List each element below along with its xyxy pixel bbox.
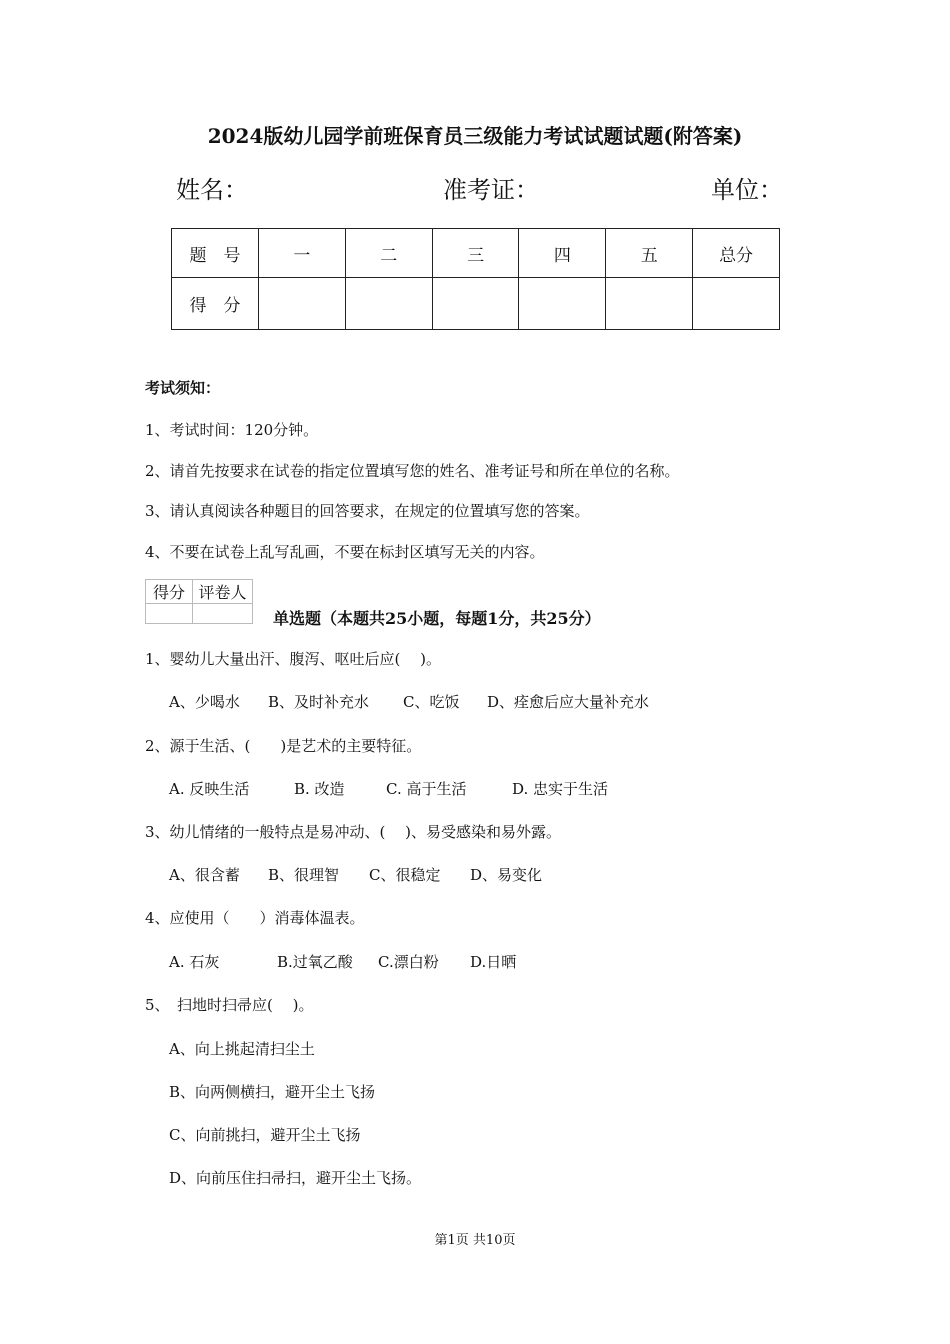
- question-option: C、向前挑扫，避开尘土飞扬: [169, 1126, 361, 1144]
- score-table: [171, 228, 780, 330]
- page-footer: 第1页 共10页: [434, 1233, 516, 1248]
- score-input-cell[interactable]: [693, 278, 780, 330]
- question-option: D. 忠实于生活: [512, 780, 609, 798]
- question-option: B.过氧乙酸: [277, 953, 353, 971]
- question-option: A. 石灰: [169, 953, 220, 971]
- score-input-cell[interactable]: [519, 278, 606, 330]
- question-option: D、痊愈后应大量补充水: [487, 693, 650, 711]
- score-input-cell[interactable]: [432, 278, 519, 330]
- name-field-label: 姓名：: [176, 176, 248, 204]
- question-stem: 3、幼儿情绪的一般特点是易冲动、( )、易受感染和易外露。: [145, 823, 562, 841]
- notice-item: 1、考试时间：120分钟。: [145, 421, 319, 439]
- question-option: B. 改造: [294, 780, 345, 798]
- unit-field-label: 单位：: [711, 176, 783, 204]
- question-stem: 4、应使用（ ）消毒体温表。: [145, 909, 365, 927]
- question-stem: 5、 扫地时扫帚应( )。: [145, 996, 314, 1014]
- question-option: C、很稳定: [369, 866, 441, 884]
- question-stem: 2、源于生活、( )是艺术的主要特征。: [145, 737, 422, 755]
- score-table-score-row: [172, 278, 780, 330]
- exam-number-field-label: 准考证：: [443, 176, 539, 204]
- notice-item: 2、请首先按要求在试卷的指定位置填写您的姓名、准考证号和所在单位的名称。: [145, 462, 680, 480]
- score-header-cell: 题 号: [172, 229, 259, 278]
- score-header-cell: 三: [432, 229, 519, 278]
- grader-box: [145, 579, 253, 624]
- question-option: A、向上挑起清扫尘土: [169, 1040, 315, 1058]
- question-option: B、很理智: [268, 866, 340, 884]
- score-table-header-row: [172, 229, 780, 278]
- score-header-cell: 二: [345, 229, 432, 278]
- score-header-cell: 总分: [693, 229, 780, 278]
- score-header-cell: 四: [519, 229, 606, 278]
- question-option: C.漂白粉: [378, 953, 439, 971]
- question-option: A. 反映生活: [169, 780, 250, 798]
- section-title: 单选题（本题共25小题，每题1分，共25分）: [273, 609, 601, 628]
- notice-item: 3、请认真阅读各种题目的回答要求，在规定的位置填写您的答案。: [145, 502, 590, 520]
- notice-item: 4、不要在试卷上乱写乱画，不要在标封区填写无关的内容。: [145, 543, 545, 561]
- notice-title: 考试须知：: [145, 379, 221, 397]
- question-option: C、吃饭: [403, 693, 460, 711]
- grader-score-cell[interactable]: [146, 604, 193, 624]
- question-option: D、向前压住扫帚扫，避开尘土飞扬。: [169, 1169, 422, 1187]
- question-option: A、少喝水: [169, 693, 240, 711]
- score-row-label: 得 分: [172, 278, 259, 330]
- question-option: D.日晒: [470, 953, 517, 971]
- question-option: B、向两侧横扫，避开尘土飞扬: [169, 1083, 376, 1101]
- question-option: D、易变化: [470, 866, 543, 884]
- question-option: B、及时补充水: [268, 693, 370, 711]
- score-input-cell[interactable]: [259, 278, 346, 330]
- question-stem: 1、婴幼儿大量出汗、腹泻、呕吐后应( )。: [145, 650, 442, 668]
- score-header-cell: 一: [259, 229, 346, 278]
- question-option: A、很含蓄: [169, 866, 240, 884]
- grader-name-cell[interactable]: [193, 604, 253, 624]
- grader-name-label: 评卷人: [193, 580, 253, 604]
- question-option: C. 高于生活: [386, 780, 467, 798]
- score-input-cell[interactable]: [606, 278, 693, 330]
- grader-score-label: 得分: [146, 580, 193, 604]
- score-input-cell[interactable]: [345, 278, 432, 330]
- score-header-cell: 五: [606, 229, 693, 278]
- page-title: 2024版幼儿园学前班保育员三级能力考试试题试题(附答案): [207, 124, 743, 148]
